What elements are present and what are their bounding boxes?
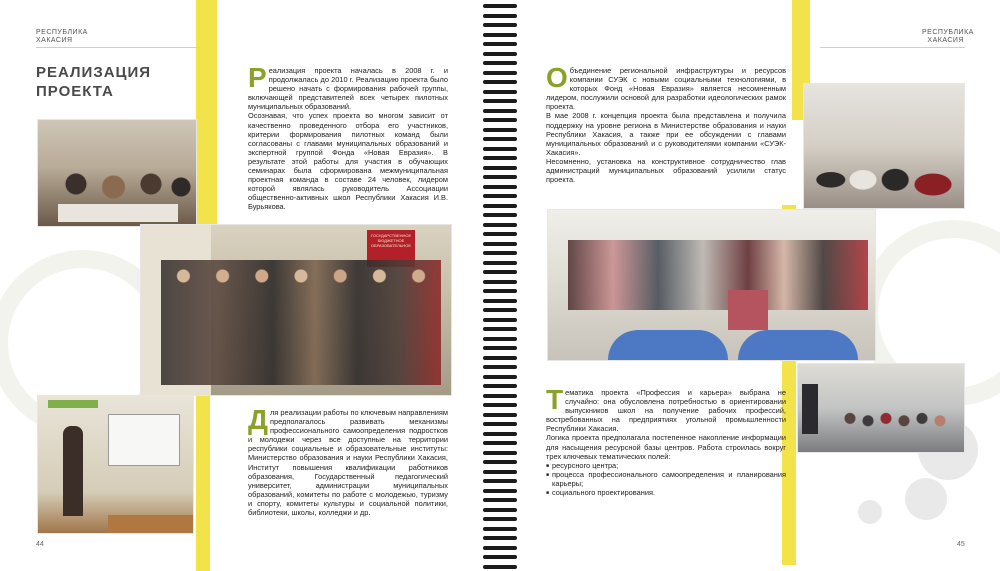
spiral-coil — [483, 384, 517, 388]
left-page — [0, 0, 480, 571]
spiral-coil — [483, 251, 517, 255]
topic-list — [546, 461, 786, 497]
paragraph: Несомненно, установка на конструктивное сотрудничество глав администраций муниципальных образований усилили статус проекта. — [546, 156, 786, 185]
spiral-coil — [483, 470, 517, 474]
building-sign: ГОСУДАРСТВЕННОЕ БЮДЖЕТНОЕ ОБРАЗОВАТЕЛЬНОЕ — [367, 230, 415, 267]
spiral-coil — [483, 242, 517, 246]
spiral-coil — [483, 289, 517, 293]
spiral-coil — [483, 318, 517, 322]
spiral-coil — [483, 498, 517, 502]
spiral-coil — [483, 356, 517, 360]
spiral-coil — [483, 261, 517, 265]
spiral-coil — [483, 422, 517, 426]
list-item: ■ социального проектирования. — [546, 488, 786, 497]
spiral-coil — [483, 299, 517, 303]
spiral-coil — [483, 337, 517, 341]
photo-group-building — [141, 225, 451, 395]
spiral-coil — [483, 80, 517, 84]
dropcap: Д — [248, 404, 268, 435]
spiral-coil — [483, 308, 517, 312]
spiral-coil — [483, 460, 517, 464]
spiral-coil — [483, 489, 517, 493]
spiral-coil — [483, 527, 517, 531]
spiral-coil — [483, 546, 517, 550]
text-block-topics — [546, 384, 786, 498]
spiral-coil — [483, 71, 517, 75]
spiral-coil — [483, 33, 517, 37]
photo-women-standing — [804, 84, 964, 208]
photo-presenter-whiteboard — [38, 396, 193, 533]
decorative-circle — [905, 478, 947, 520]
decorative-circle — [858, 500, 882, 524]
spiral-coil — [483, 118, 517, 122]
spiral-coil — [483, 23, 517, 27]
spiral-coil — [483, 565, 517, 569]
spiral-coil — [483, 109, 517, 113]
spiral-coil — [483, 156, 517, 160]
spiral-coil — [483, 185, 517, 189]
spiral-binding — [483, 0, 517, 571]
paragraph: еализация проекта началась в 2008 г. и продолжалась до 2010 г. Реализацию проекта было решено начать с формирования рабочей группы, включающей представителей всех четырех пилотных муниципальных образований. — [248, 66, 448, 112]
spiral-coil — [483, 137, 517, 141]
spiral-coil — [483, 61, 517, 65]
spiral-coil — [483, 213, 517, 217]
spiral-coil — [483, 166, 517, 170]
spiral-coil — [483, 99, 517, 103]
spiral-coil — [483, 204, 517, 208]
spiral-coil — [483, 394, 517, 398]
text-block-intro — [248, 62, 448, 212]
spiral-coil — [483, 52, 517, 56]
spiral-coil — [483, 413, 517, 417]
spiral-coil — [483, 479, 517, 483]
spiral-coil — [483, 365, 517, 369]
spiral-coil — [483, 451, 517, 455]
list-item: ■ процесса профессионального самоопределения и планирования карьеры; — [546, 470, 786, 488]
photo-auditorium — [798, 364, 964, 452]
page-number: 45 — [957, 541, 965, 548]
paragraph: ематика проекта «Профессия и карьера» выбрана не случайно: она обусловлена потребностью в ориентировании выпускников школ на получение рабочих профессий, востребованных на предприятиях угольной промышленности Республики Хакасия. — [546, 388, 786, 434]
list-item: ■ ресурсного центра; — [546, 461, 786, 470]
spiral-coil — [483, 346, 517, 350]
paragraph: Логика проекта предполагала постепенное накопление информации для насыщения ресурсной базы центров. Работа строилась вокруг трех ключевых тематических полей: — [546, 433, 786, 461]
dropcap: О — [546, 62, 568, 93]
spiral-coil — [483, 90, 517, 94]
page-header-label: РЕСПУБЛИКА ХАКАСИЯ — [36, 29, 88, 44]
spiral-coil — [483, 375, 517, 379]
spiral-coil — [483, 128, 517, 132]
spiral-coil — [483, 223, 517, 227]
photo-seminar-table — [38, 120, 196, 226]
spiral-coil — [483, 327, 517, 331]
spiral-coil — [483, 432, 517, 436]
spiral-coil — [483, 42, 517, 46]
spiral-coil — [483, 4, 517, 8]
spiral-coil — [483, 441, 517, 445]
paragraph: Осознавая, что успех проекта во многом зависит от качественно проведенного отбора его участников, критерии формирования пилотных команд были согласованы с главами муниципальных образований и экспертной группой Фонда «Новая Евразия». В результате этой работы для участия в обучающих семинарах была сформирована межмуниципальная проектная команда в составе 24 человек, лидером которой являлась руководитель Ассоциации общественно-активных школ Республики Хакасия И.В. Бурьякова. — [248, 111, 448, 212]
text-block-directions — [248, 404, 448, 518]
header-divider — [820, 47, 965, 48]
page-number: 44 — [36, 541, 44, 548]
page-header-label: РЕСПУБЛИКА ХАКАСИЯ — [922, 29, 974, 44]
right-page — [520, 0, 1000, 571]
spiral-coil — [483, 508, 517, 512]
dropcap: Т — [546, 384, 564, 415]
page-title: РЕАЛИЗАЦИЯ ПРОЕКТА — [36, 64, 152, 100]
spiral-coil — [483, 232, 517, 236]
spiral-coil — [483, 517, 517, 521]
dropcap: Р — [248, 62, 267, 93]
paragraph: ля реализации работы по ключевым направлениям предполагалось развивать механизмы профессионального самоопределения подростков и молодежи через все доступные на территории республики социальные и образовательные институты: Министерство образования и науки Республики Хакасия, Институт повышения квалификации работников образования, Государственный педагогический университет, администрации муниципальных образований, комитеты по работе с молодежью, туризму и спорту, комитеты культуры и социальной политики, библиотеки, школы, колледжи и др. — [248, 408, 448, 518]
paragraph: бъединение региональной инфраструктуры и ресурсов компании СУЭК с новыми социальными технологиями, в которых Фонд «Новая Евразия» является несомненным лидером, послужили основой для разработки идеологических рамок проекта. — [546, 66, 786, 112]
spiral-coil — [483, 555, 517, 559]
photo-seated-meeting — [548, 210, 875, 360]
spiral-coil — [483, 280, 517, 284]
spiral-coil — [483, 175, 517, 179]
spiral-coil — [483, 270, 517, 274]
spiral-coil — [483, 403, 517, 407]
text-block-infrastructure — [546, 62, 786, 185]
spiral-coil — [483, 194, 517, 198]
spiral-coil — [483, 147, 517, 151]
spiral-coil — [483, 536, 517, 540]
paragraph: В мае 2008 г. концепция проекта была представлена и получила поддержку на уровне региона в Министерстве образования и науки Республики Хакасия, а также при ее обсуждении с главами муниципальных образований и с руководителями компании «СУЭК-Хакасия». — [546, 111, 786, 157]
header-divider — [36, 47, 201, 48]
yellow-strip-bottom — [196, 395, 210, 571]
yellow-strip-top — [196, 0, 217, 230]
spiral-coil — [483, 14, 517, 18]
